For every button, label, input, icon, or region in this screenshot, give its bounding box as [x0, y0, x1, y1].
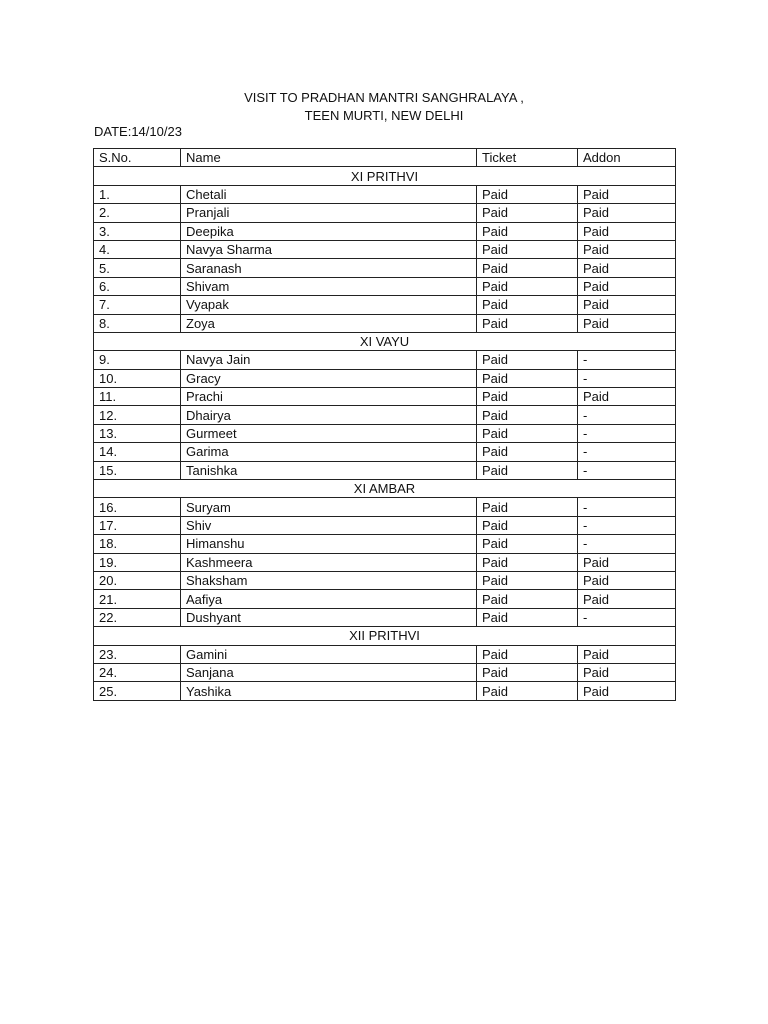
section-label: XI VAYU — [94, 332, 676, 350]
table-row — [94, 204, 676, 222]
cell-sno: 14. — [94, 443, 181, 461]
cell-name: Shiv — [181, 516, 477, 534]
cell-addon: Paid — [578, 388, 676, 406]
cell-ticket: Paid — [477, 608, 578, 626]
cell-sno: 4. — [94, 240, 181, 258]
table-row — [94, 296, 676, 314]
cell-addon: - — [578, 443, 676, 461]
table-row — [94, 406, 676, 424]
header-name: Name — [181, 149, 477, 167]
cell-sno: 10. — [94, 369, 181, 387]
cell-sno: 2. — [94, 204, 181, 222]
cell-ticket: Paid — [477, 645, 578, 663]
cell-ticket: Paid — [477, 222, 578, 240]
cell-sno: 16. — [94, 498, 181, 516]
cell-ticket: Paid — [477, 571, 578, 589]
table-row — [94, 240, 676, 258]
cell-addon: - — [578, 608, 676, 626]
table-row — [94, 608, 676, 626]
cell-sno: 22. — [94, 608, 181, 626]
cell-ticket: Paid — [477, 204, 578, 222]
cell-ticket: Paid — [477, 461, 578, 479]
cell-name: Yashika — [181, 682, 477, 700]
cell-name: Gamini — [181, 645, 477, 663]
cell-ticket: Paid — [477, 424, 578, 442]
table-row — [94, 571, 676, 589]
cell-name: Chetali — [181, 185, 477, 203]
section-header-row — [94, 480, 676, 498]
cell-ticket: Paid — [477, 240, 578, 258]
title-line-1: VISIT TO PRADHAN MANTRI SANGHRALAYA , — [244, 90, 524, 105]
cell-addon: Paid — [578, 222, 676, 240]
cell-sno: 17. — [94, 516, 181, 534]
cell-addon: - — [578, 498, 676, 516]
cell-sno: 20. — [94, 571, 181, 589]
cell-ticket: Paid — [477, 663, 578, 681]
student-roster-table — [93, 148, 676, 701]
cell-ticket: Paid — [477, 535, 578, 553]
table-row — [94, 461, 676, 479]
cell-name: Deepika — [181, 222, 477, 240]
table-row — [94, 553, 676, 571]
cell-sno: 18. — [94, 535, 181, 553]
cell-ticket: Paid — [477, 682, 578, 700]
section-label: XI AMBAR — [94, 480, 676, 498]
cell-addon: - — [578, 461, 676, 479]
cell-addon: - — [578, 351, 676, 369]
header-addon: Addon — [578, 149, 676, 167]
table-body — [94, 167, 676, 700]
cell-name: Navya Jain — [181, 351, 477, 369]
cell-addon: - — [578, 516, 676, 534]
table-row — [94, 516, 676, 534]
table-row — [94, 369, 676, 387]
cell-sno: 9. — [94, 351, 181, 369]
cell-addon: Paid — [578, 682, 676, 700]
cell-sno: 13. — [94, 424, 181, 442]
cell-addon: - — [578, 406, 676, 424]
cell-name: Zoya — [181, 314, 477, 332]
document-title — [94, 89, 674, 125]
table-header-row — [94, 149, 676, 167]
section-label: XII PRITHVI — [94, 627, 676, 645]
table-row — [94, 314, 676, 332]
cell-ticket: Paid — [477, 259, 578, 277]
table-row — [94, 498, 676, 516]
cell-addon: Paid — [578, 571, 676, 589]
table-row — [94, 424, 676, 442]
cell-addon: Paid — [578, 645, 676, 663]
cell-name: Navya Sharma — [181, 240, 477, 258]
cell-name: Shaksham — [181, 571, 477, 589]
cell-sno: 5. — [94, 259, 181, 277]
cell-addon: Paid — [578, 590, 676, 608]
table-row — [94, 645, 676, 663]
cell-sno: 21. — [94, 590, 181, 608]
cell-sno: 11. — [94, 388, 181, 406]
cell-ticket: Paid — [477, 516, 578, 534]
table-row — [94, 185, 676, 203]
cell-name: Garima — [181, 443, 477, 461]
section-header-row — [94, 167, 676, 185]
section-header-row — [94, 627, 676, 645]
cell-addon: Paid — [578, 277, 676, 295]
cell-ticket: Paid — [477, 388, 578, 406]
cell-name: Dhairya — [181, 406, 477, 424]
cell-addon: Paid — [578, 185, 676, 203]
table-row — [94, 222, 676, 240]
cell-name: Vyapak — [181, 296, 477, 314]
cell-addon: Paid — [578, 553, 676, 571]
cell-ticket: Paid — [477, 553, 578, 571]
cell-sno: 19. — [94, 553, 181, 571]
cell-name: Aafiya — [181, 590, 477, 608]
cell-name: Kashmeera — [181, 553, 477, 571]
cell-sno: 8. — [94, 314, 181, 332]
cell-ticket: Paid — [477, 277, 578, 295]
cell-sno: 23. — [94, 645, 181, 663]
cell-ticket: Paid — [477, 369, 578, 387]
table-row — [94, 443, 676, 461]
table-row — [94, 388, 676, 406]
header-sno: S.No. — [94, 149, 181, 167]
cell-name: Sanjana — [181, 663, 477, 681]
table-row — [94, 277, 676, 295]
cell-name: Pranjali — [181, 204, 477, 222]
cell-sno: 1. — [94, 185, 181, 203]
table-row — [94, 259, 676, 277]
cell-addon: Paid — [578, 259, 676, 277]
table-row — [94, 682, 676, 700]
cell-name: Gracy — [181, 369, 477, 387]
table-row — [94, 590, 676, 608]
cell-name: Tanishka — [181, 461, 477, 479]
cell-name: Himanshu — [181, 535, 477, 553]
cell-sno: 7. — [94, 296, 181, 314]
cell-name: Dushyant — [181, 608, 477, 626]
cell-name: Prachi — [181, 388, 477, 406]
cell-addon: - — [578, 424, 676, 442]
cell-addon: Paid — [578, 663, 676, 681]
table-row — [94, 351, 676, 369]
header-ticket: Ticket — [477, 149, 578, 167]
visit-date: DATE:14/10/23 — [94, 124, 182, 139]
section-header-row — [94, 332, 676, 350]
cell-ticket: Paid — [477, 443, 578, 461]
cell-addon: Paid — [578, 240, 676, 258]
cell-name: Suryam — [181, 498, 477, 516]
cell-sno: 24. — [94, 663, 181, 681]
section-label: XI PRITHVI — [94, 167, 676, 185]
cell-name: Saranash — [181, 259, 477, 277]
cell-ticket: Paid — [477, 185, 578, 203]
cell-name: Gurmeet — [181, 424, 477, 442]
cell-addon: Paid — [578, 314, 676, 332]
cell-sno: 12. — [94, 406, 181, 424]
table-row — [94, 535, 676, 553]
title-line-2: TEEN MURTI, NEW DELHI — [304, 108, 464, 123]
cell-addon: - — [578, 369, 676, 387]
cell-ticket: Paid — [477, 296, 578, 314]
cell-ticket: Paid — [477, 590, 578, 608]
cell-sno: 15. — [94, 461, 181, 479]
cell-sno: 6. — [94, 277, 181, 295]
table-row — [94, 663, 676, 681]
cell-addon: Paid — [578, 296, 676, 314]
cell-name: Shivam — [181, 277, 477, 295]
cell-addon: Paid — [578, 204, 676, 222]
cell-ticket: Paid — [477, 314, 578, 332]
cell-sno: 25. — [94, 682, 181, 700]
cell-addon: - — [578, 535, 676, 553]
cell-ticket: Paid — [477, 351, 578, 369]
cell-ticket: Paid — [477, 406, 578, 424]
cell-ticket: Paid — [477, 498, 578, 516]
cell-sno: 3. — [94, 222, 181, 240]
